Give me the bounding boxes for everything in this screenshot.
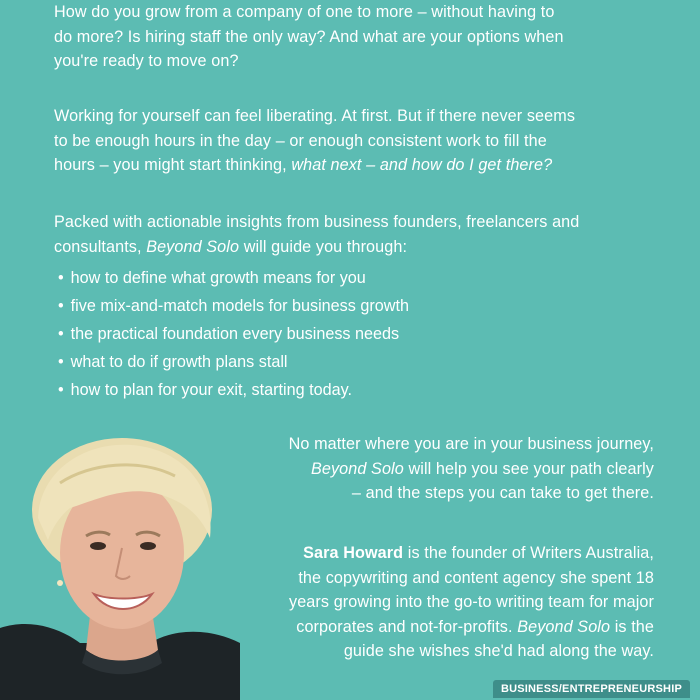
list-item (58, 264, 658, 292)
bio-text: corporates and not-for-profits. (296, 617, 518, 636)
bio-line (184, 615, 654, 640)
list-item-text: five mix-and-match models for business growth (70, 297, 409, 315)
journey-paragraph (184, 432, 654, 506)
list-item-text: how to define what growth means for you (70, 269, 366, 287)
author-name: Sara Howard (303, 544, 404, 562)
bio-line: the copywriting and content agency she spent 18 (298, 568, 654, 587)
bio-line: guide she wishes she'd had along the way. (343, 642, 654, 660)
intro-line: do more? Is hiring staff the only way? And what are your options when (54, 27, 564, 46)
book-title: Beyond Solo (517, 617, 611, 636)
insights-paragraph (54, 210, 674, 259)
bullet-icon: • (58, 269, 64, 287)
journey-line (184, 457, 654, 482)
intro-line: How do you grow from a company of one to more – without having to (54, 3, 555, 21)
journey-line: No matter where you are in your business journey, (288, 435, 654, 453)
insights-text: consultants, (54, 237, 147, 256)
context-text: hours – you might start thinking, (54, 156, 292, 174)
context-question: what next – and how do I get there? (291, 156, 553, 174)
category-tag: BUSINESS/ENTREPRENEURSHIP (493, 680, 690, 698)
benefits-list (58, 264, 658, 404)
bullet-icon: • (58, 353, 64, 371)
list-item (58, 376, 658, 404)
context-paragraph (54, 104, 674, 178)
bio-line (184, 541, 654, 566)
author-bio (184, 541, 654, 664)
list-item-text: what to do if growth plans stall (70, 353, 288, 371)
list-item (58, 320, 658, 348)
book-title: Beyond Solo (146, 237, 240, 256)
bullet-icon: • (58, 325, 64, 343)
bio-text: is the (610, 617, 654, 636)
insights-text: will guide you through: (239, 237, 408, 256)
list-item (58, 348, 658, 376)
insights-line (54, 235, 674, 260)
bio-line: years growing into the go-to writing team for major (289, 593, 654, 611)
context-line (54, 153, 674, 178)
list-item-text: the practical foundation every business needs (70, 325, 400, 343)
journey-line: – and the steps you can take to get there. (351, 484, 654, 502)
context-line: to be enough hours in the day – or enough consistent work to fill the (54, 131, 547, 150)
list-item-text: how to plan for your exit, starting today. (70, 381, 352, 399)
journey-text: will help you see your path clearly (403, 459, 654, 478)
list-item (58, 292, 658, 320)
insights-line: Packed with actionable insights from business founders, freelancers and (54, 213, 580, 231)
bullet-icon: • (58, 381, 64, 399)
intro-line: you're ready to move on? (54, 52, 239, 70)
intro-paragraph (54, 0, 674, 74)
bullet-icon: • (58, 297, 64, 315)
context-line: Working for yourself can feel liberating. At first. But if there never seems (54, 107, 576, 125)
book-title: Beyond Solo (310, 459, 404, 478)
bio-text: is the founder of Writers Australia, (403, 544, 654, 562)
